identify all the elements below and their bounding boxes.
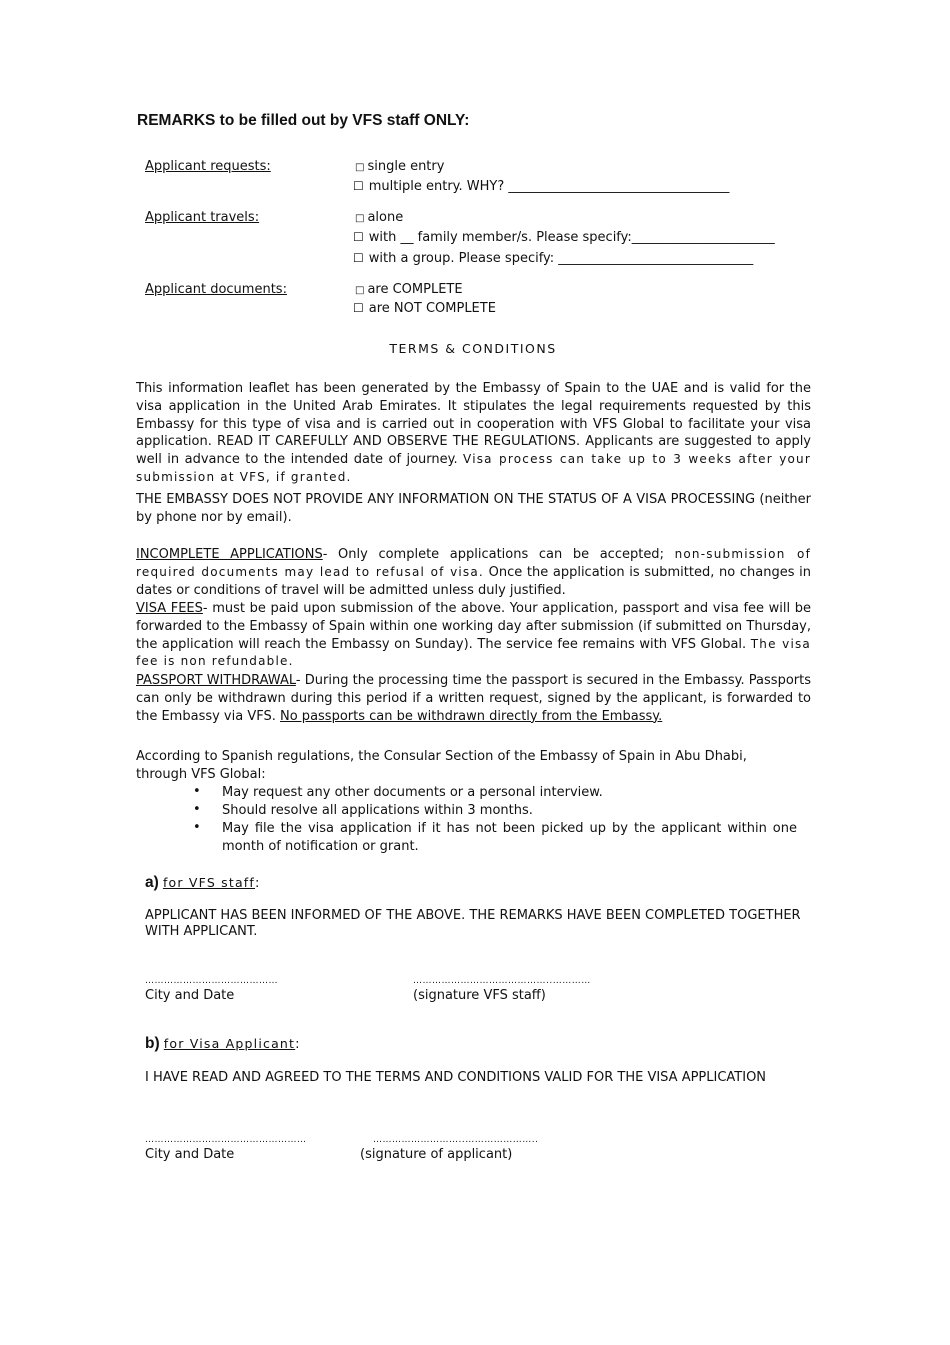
bullet-icon: • [193, 802, 201, 817]
fees-text: - must be paid upon submission of the above. Your application, passport and visa fee will be forwarded to the Embassy of Spain within one working day after submission (if submitted on Thursday, the application will reach the Embassy on Sunday). The service fee remains with VFS Global. [136, 601, 811, 652]
section-b-letter: b) [145, 1035, 160, 1052]
no-info-paragraph: THE EMBASSY DOES NOT PROVIDE ANY INFORMATION ON THE STATUS OF A VISA PROCESSING (neither by phone nor by email). [136, 492, 811, 525]
complete-option[interactable] [355, 282, 463, 297]
group-text: with a group. Please specify: ______________________________ [368, 251, 754, 266]
family-text: with __ family member/s. Please specify:______________________ [368, 230, 775, 245]
intro-processing-time: Visa process can take up to 3 weeks after your submission at VFS, if granted. [136, 452, 811, 484]
withdrawal-note: No passports can be withdrawn directly from the Embassy. [280, 708, 663, 724]
regulation-item: May request any other documents or a personal interview. [222, 785, 603, 800]
section-b-heading [145, 1035, 300, 1053]
alone-option[interactable] [355, 210, 403, 225]
incomplete-spaced: non-submission of required documents may lead to refusal of visa. [136, 547, 811, 579]
withdrawal-title: PASSPORT WITHDRAWAL [136, 673, 296, 688]
section-b-statement: I HAVE READ AND AGREED TO THE TERMS AND CONDITIONS VALID FOR THE VISA APPLICATION [145, 1070, 767, 1085]
fees-nonrefundable: The visa fee is non refundable. [136, 636, 811, 669]
incomplete-title: INCOMPLETE APPLICATIONS [136, 547, 323, 562]
incomplete-text-1: - Only complete applications can be accepted; [322, 547, 675, 562]
regulation-item: May file the visa application if it has not been picked up by the applicant within one month of notification or grant. [222, 821, 797, 854]
vfs-signature-line[interactable]: ……………………………………..………… [413, 976, 591, 986]
checkbox-icon[interactable]: □ [355, 213, 365, 224]
page-heading: REMARKS to be filled out by VFS staff ONLY: [137, 112, 470, 129]
checkbox-icon[interactable]: □ [355, 162, 365, 173]
incomplete-paragraph [136, 546, 811, 599]
alone-text: alone [367, 210, 404, 225]
multiple-entry-text: multiple entry. WHY? __________________________________ [368, 179, 730, 194]
bullet-icon: • [193, 820, 201, 835]
applicant-travels-label: Applicant travels: [145, 210, 260, 225]
withdrawal-paragraph [136, 672, 811, 725]
bullet-icon: • [193, 784, 201, 799]
incomplete-text-2: Once the application is submitted, no changes in dates or conditions of travel will be admitted unless duly justified. [136, 564, 811, 598]
terms-title: TERMS & CONDITIONS [389, 341, 557, 356]
single-entry-text: single entry [367, 159, 445, 174]
not-complete-option[interactable] [353, 301, 496, 316]
withdrawal-text: - During the processing time the passport is secured in the Embassy. Passports can only be withdrawn during this period if a written request, signed by the applicant, is forwarded to the Embassy via VFS. [136, 673, 811, 724]
vfs-signature-label: (signature VFS staff) [413, 988, 546, 1003]
checkbox-icon[interactable]: □ [355, 285, 365, 296]
applicant-requests-label: Applicant requests: [145, 159, 271, 174]
section-a-statement: APPLICANT HAS BEEN INFORMED OF THE ABOVE. THE REMARKS HAVE BEEN COMPLETED TOGETHER WITH APPLICANT. [145, 908, 801, 939]
section-a-letter: a) [145, 874, 159, 891]
vfs-city-date-label: City and Date [145, 988, 235, 1003]
not-complete-text: are NOT COMPLETE [368, 301, 496, 316]
applicant-documents-label: Applicant documents: [145, 282, 287, 297]
section-a-title: for VFS staff [162, 875, 256, 890]
applicant-city-date-line[interactable]: …………………………………………… [145, 1135, 307, 1145]
checkbox-icon[interactable]: ☐ [353, 230, 364, 244]
intro-text: This information leaflet has been generated by the Embassy of Spain to the UAE and is valid for the visa application in the United Arab Emirates. It stipulates the legal requirements requested by this Embassy for this type of visa and is carried out in cooperation with VFS Global to facilitate your visa application. READ IT CAREFULLY AND OBSERVE THE REGULATIONS. Applicants are suggested to apply well in advance to the intended date of journey. [136, 381, 811, 468]
multiple-entry-option[interactable] [353, 179, 729, 194]
section-b-title: for Visa Applicant [163, 1036, 296, 1051]
applicant-signature-line[interactable]: ………………………..………………….. [373, 1135, 539, 1145]
group-option[interactable] [353, 251, 753, 266]
applicant-city-date-label: City and Date [145, 1147, 235, 1162]
checkbox-icon[interactable]: ☐ [353, 301, 364, 315]
complete-text: are COMPLETE [367, 282, 463, 297]
regulations-intro: According to Spanish regulations, the Consular Section of the Embassy of Spain in Abu Dhabi, through VFS Global: [136, 749, 747, 782]
checkbox-icon[interactable]: ☐ [353, 251, 364, 265]
single-entry-option[interactable] [355, 159, 444, 174]
checkbox-icon[interactable]: ☐ [353, 179, 364, 193]
section-a-heading [145, 874, 259, 892]
section-b-colon: : [295, 1037, 300, 1052]
family-option[interactable] [353, 230, 775, 245]
vfs-city-date-line[interactable]: …………………………………… [145, 976, 278, 986]
section-a-colon: : [255, 876, 260, 891]
applicant-signature-label: (signature of applicant) [360, 1147, 513, 1162]
regulation-item: Should resolve all applications within 3 months. [222, 803, 533, 818]
fees-title: VISA FEES [136, 601, 203, 616]
intro-paragraph [136, 380, 811, 487]
fees-paragraph [136, 600, 811, 671]
